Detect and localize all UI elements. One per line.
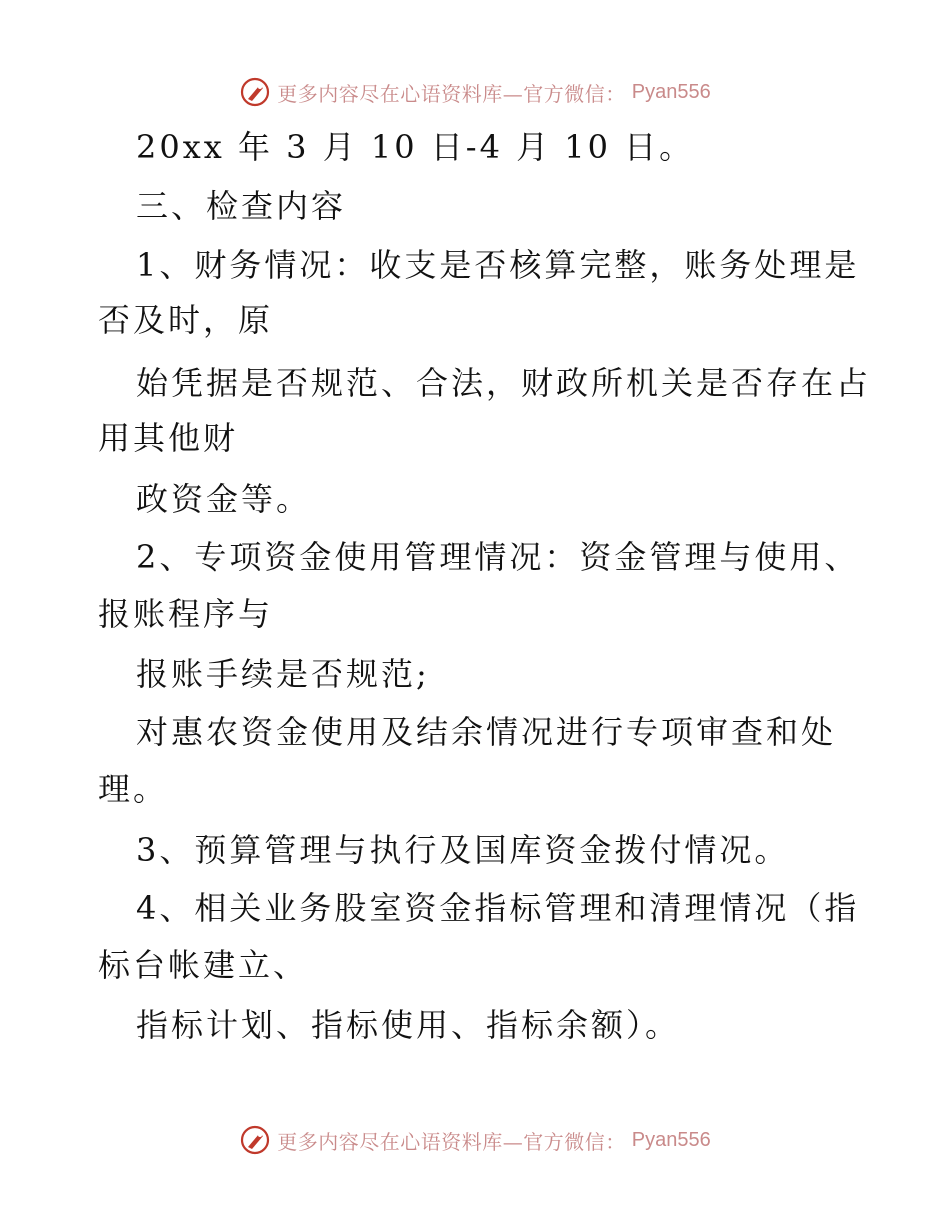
watermark-text: 更多内容尽在心语资料库—官方微信： xyxy=(277,1129,626,1154)
footer-watermark xyxy=(0,1120,950,1160)
pen-nib-logo-icon xyxy=(239,76,271,108)
body-line-1: 20xx 年 3 月 10 日-4 月 10 日。 xyxy=(136,128,695,166)
body-line-3: 1、财务情况：收支是否核算完整，账务处理是 xyxy=(136,246,860,284)
body-line-16: 指标计划、指标使用、指标余额）。 xyxy=(136,1006,681,1044)
body-line-6: 用其他财 xyxy=(98,419,239,457)
body-line-10: 报账手续是否规范; xyxy=(136,655,430,693)
body-line-5: 始凭据是否规范、合法，财政所机关是否存在占 xyxy=(136,364,872,402)
body-line-11: 对惠农资金使用及结余情况进行专项审查和处 xyxy=(136,713,837,751)
body-line-15: 标台帐建立、 xyxy=(98,946,309,984)
body-line-8: 2、专项资金使用管理情况：资金管理与使用、 xyxy=(136,538,860,576)
section-heading: 三、检查内容 xyxy=(136,187,347,225)
body-line-12: 理。 xyxy=(98,770,169,808)
header-watermark xyxy=(0,72,950,112)
body-line-9: 报账程序与 xyxy=(98,595,274,633)
body-line-13: 3、预算管理与执行及国库资金拨付情况。 xyxy=(136,831,790,869)
body-line-7: 政资金等。 xyxy=(136,480,312,518)
body-line-14: 4、相关业务股室资金指标管理和清理情况（指 xyxy=(136,889,860,927)
body-line-4: 否及时，原 xyxy=(98,301,274,339)
pen-nib-logo-icon xyxy=(239,1124,271,1156)
watermark-text: 更多内容尽在心语资料库—官方微信： xyxy=(277,81,626,106)
watermark-wechat-id: Pyan556 xyxy=(631,80,711,103)
watermark-wechat-id: Pyan556 xyxy=(631,1128,711,1151)
